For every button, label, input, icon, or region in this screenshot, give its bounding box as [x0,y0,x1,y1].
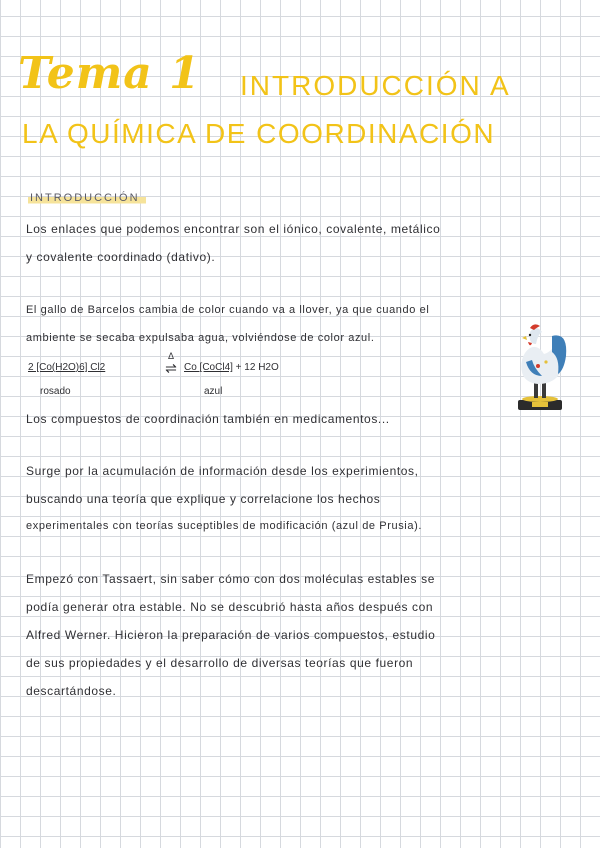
paragraph-4-line-2: buscando una teoría que explique y correlacione los hechos [26,492,381,506]
rooster-figurine-image [508,322,572,414]
section-heading: INTRODUCCIÓN [28,192,146,204]
paragraph-3-line-1: Los compuestos de coordinación también en medicamentos... [26,412,390,426]
label-rosado: rosado [40,386,71,397]
chemical-equation [28,351,368,404]
arrow-symbol: ⇌ [165,360,177,376]
paragraph-1-line-1: Los enlaces que podemos encontrar son el iónico, covalente, metálico [26,222,441,236]
paragraph-5-line-4: de sus propiedades y el desarrollo de diversas teorías que fueron [26,656,414,670]
delta-symbol: Δ [167,351,174,361]
product-main: Co [CoCl4] [184,362,233,373]
paragraph-4-line-3: experimentales con teorías suceptibles de modificación (azul de Prusia). [26,520,422,532]
equilibrium-arrow [160,352,182,375]
title-line-1 [18,48,588,108]
paragraph-5-line-1: Empezó con Tassaert, sin saber cómo con dos moléculas estables se [26,572,435,586]
paragraph-4-line-1: Surge por la acumulación de información desde los experimientos, [26,464,419,478]
paragraph-5-line-5: descartándose. [26,684,117,698]
label-azul: azul [204,386,223,397]
title-line-2: LA QUÍMICA DE COORDINACIÓN [22,118,496,149]
paragraph-5-line-2: podía generar otra estable. No se descubrió hasta años después con [26,600,434,614]
title-intro: INTRODUCCIÓN A [240,70,511,101]
equation-product [184,362,279,373]
title-tema: Tema 1 [18,48,201,99]
paragraph-2-line-1: El gallo de Barcelos cambia de color cuando va a llover, ya que cuando el [26,304,430,316]
product-rest: + 12 H2O [232,362,279,373]
paragraph-2-line-2: ambiente se secaba expulsaba agua, volviéndose de color azul. [26,332,375,344]
paragraph-1-line-2: y covalente coordinado (dativo). [26,250,216,264]
paragraph-5-line-3: Alfred Werner. Hicieron la preparación de varios compuestos, estudio [26,628,436,642]
equation-reactant: 2 [Co(H2O)6] Cl2 [28,362,106,373]
